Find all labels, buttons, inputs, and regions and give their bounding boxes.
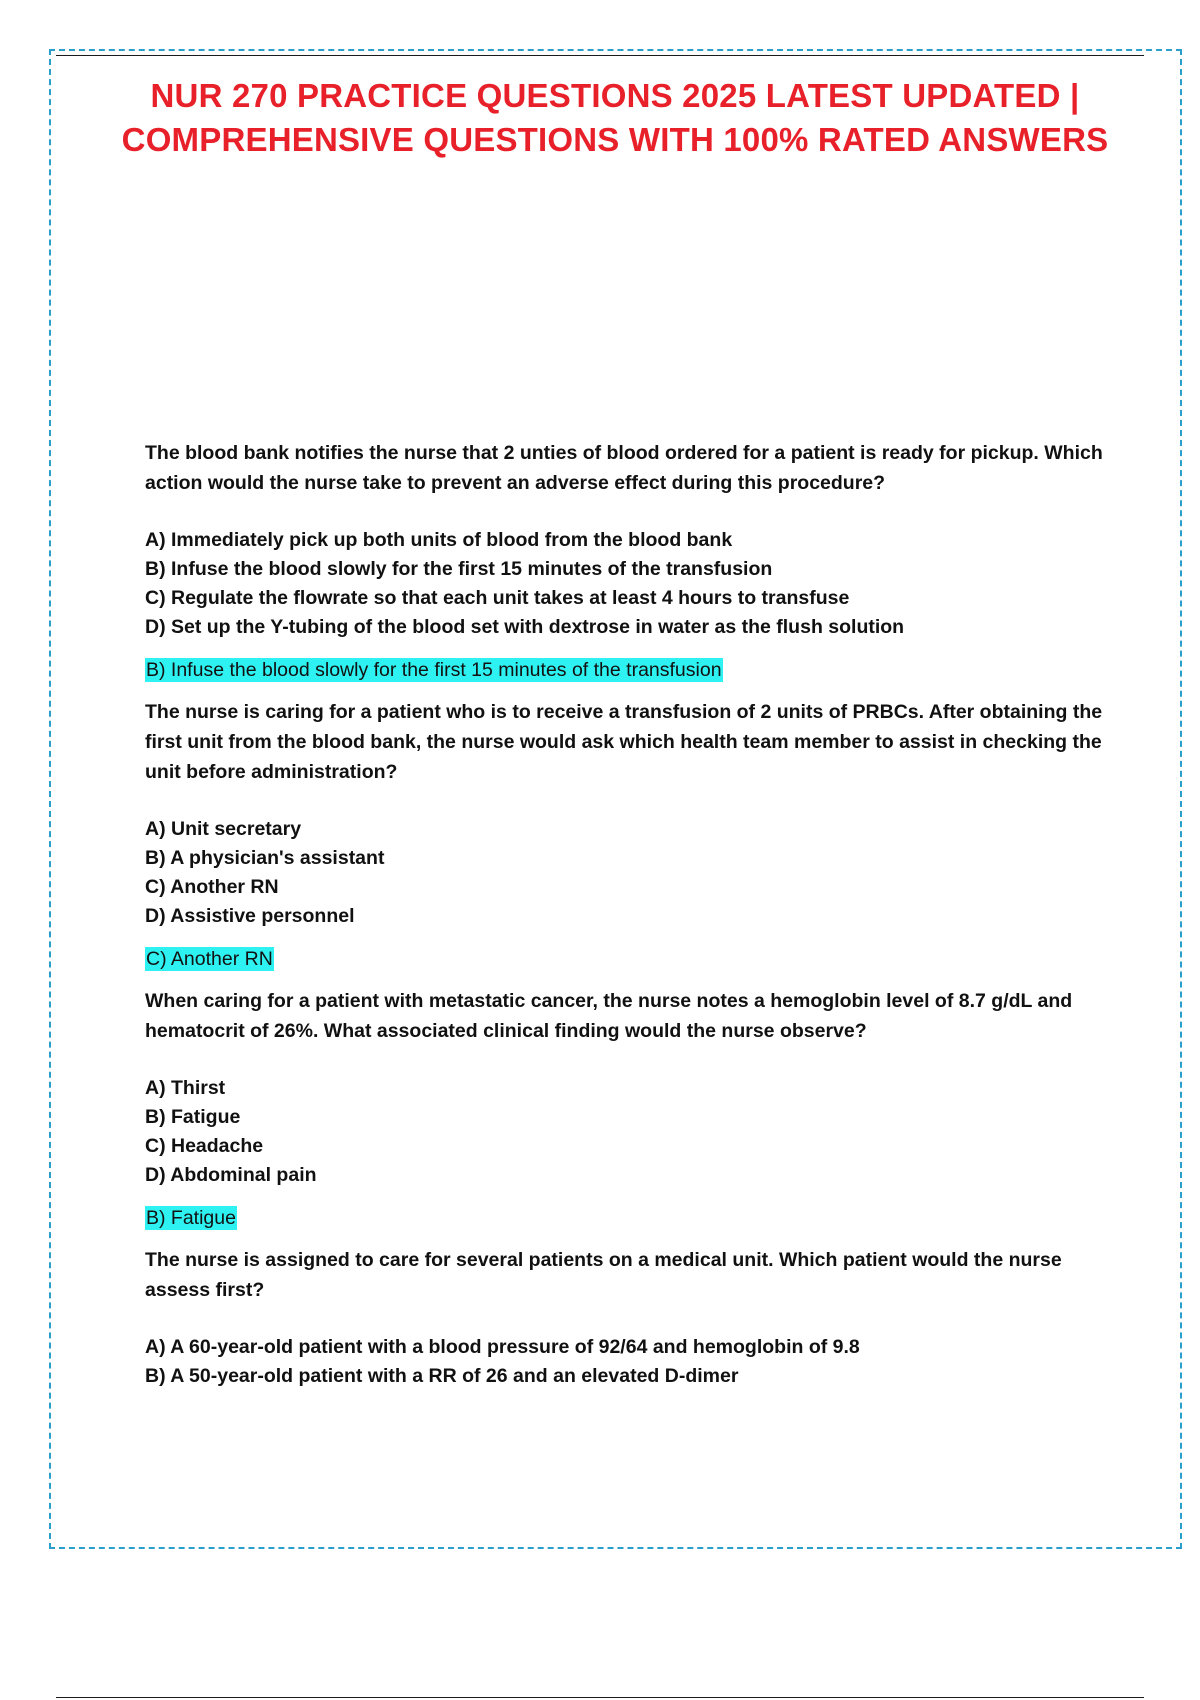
option-item: D) Set up the Y-tubing of the blood set with dextrose in water as the flush solution xyxy=(145,616,905,638)
top-divider xyxy=(56,55,1144,56)
question-block xyxy=(145,986,1105,1233)
option-item: B) Infuse the blood slowly for the first 15 minutes of the transfusion xyxy=(145,558,773,580)
option-item: D) Assistive personnel xyxy=(145,905,355,927)
document-title: NUR 270 PRACTICE QUESTIONS 2025 LATEST UPDATED | COMPREHENSIVE QUESTIONS WITH 100% RATED ANSWERS xyxy=(121,77,1109,158)
question-text: The nurse is assigned to care for several patients on a medical unit. Which patient would the nurse assess first? xyxy=(145,1249,1062,1301)
option-item: C) Another RN xyxy=(145,876,279,898)
option-item: B) A physician's assistant xyxy=(145,847,385,869)
option-item: B) A 50-year-old patient with a RR of 26 and an elevated D-dimer xyxy=(145,1365,739,1387)
answer-highlight: C) Another RN xyxy=(146,948,273,970)
option-list xyxy=(145,1074,1105,1190)
option-list xyxy=(145,526,1105,642)
answer-row xyxy=(145,655,1105,685)
answer-row xyxy=(145,1203,1105,1233)
question-block xyxy=(145,697,1105,974)
option-item: A) Unit secretary xyxy=(145,818,302,840)
question-block xyxy=(145,1245,1105,1391)
answer-row xyxy=(145,944,1105,974)
option-item: C) Regulate the flowrate so that each unit takes at least 4 hours to transfuse xyxy=(145,587,850,609)
option-item: A) Thirst xyxy=(145,1077,226,1099)
bottom-divider xyxy=(56,1697,1144,1698)
option-item: A) Immediately pick up both units of blood from the blood bank xyxy=(145,529,733,551)
option-list xyxy=(145,815,1105,931)
option-item: D) Abdominal pain xyxy=(145,1164,317,1186)
option-list xyxy=(145,1333,1105,1391)
option-item: A) A 60-year-old patient with a blood pressure of 92/64 and hemoglobin of 9.8 xyxy=(145,1336,860,1358)
answer-highlight: B) Infuse the blood slowly for the first 15 minutes of the transfusion xyxy=(146,659,722,681)
question-text: When caring for a patient with metastatic cancer, the nurse notes a hemoglobin level of 8.7 g/dL and hematocrit of 26%. What associated clinical finding would the nurse observe? xyxy=(145,990,1073,1042)
answer-highlight: B) Fatigue xyxy=(146,1207,236,1229)
option-item: C) Headache xyxy=(145,1135,264,1157)
question-text: The blood bank notifies the nurse that 2 unties of blood ordered for a patient is ready for pickup. Which action would the nurse take to prevent an adverse effect during this procedure? xyxy=(145,442,1103,494)
option-item: B) Fatigue xyxy=(145,1106,241,1128)
questions-section xyxy=(145,438,1105,1391)
question-block xyxy=(145,438,1105,685)
question-text: The nurse is caring for a patient who is to receive a transfusion of 2 units of PRBCs. After obtaining the first unit from the blood bank, the nurse would ask which health team member to assist in checking the unit before administration? xyxy=(145,701,1103,783)
